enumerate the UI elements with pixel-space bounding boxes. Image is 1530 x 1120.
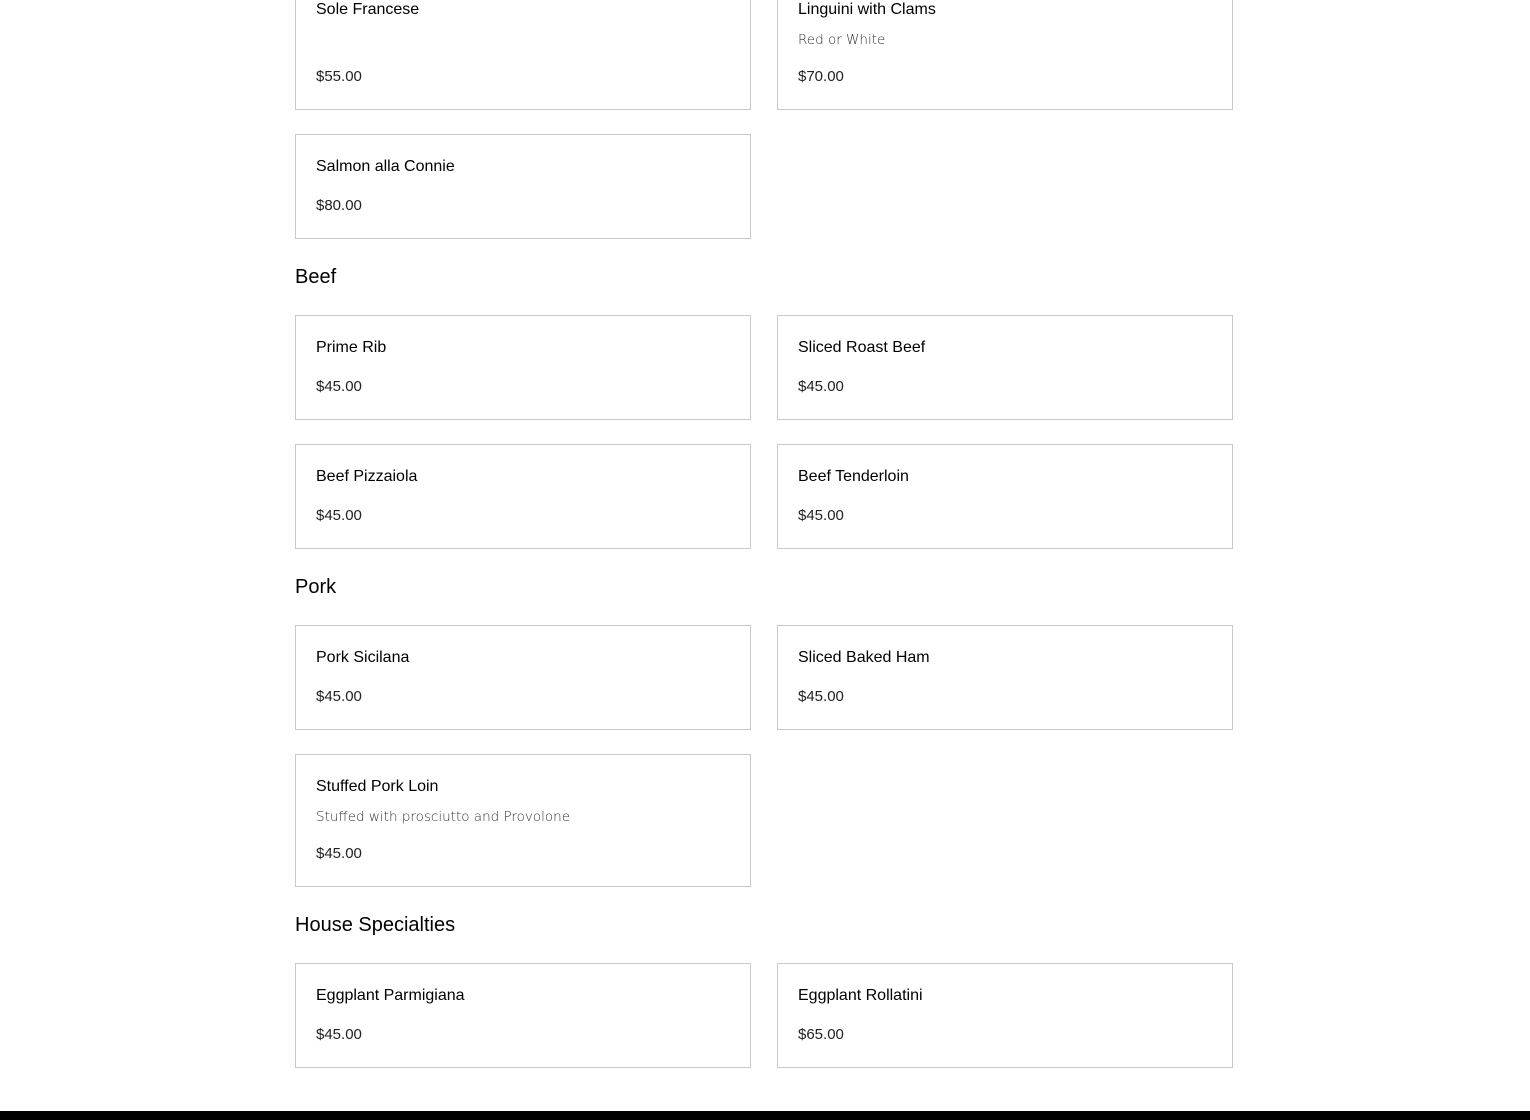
section-title-beef: Beef [295, 266, 337, 288]
menu-item-card[interactable] [295, 444, 751, 549]
menu-item-card[interactable] [295, 754, 751, 887]
menu-item-name: Stuffed Pork Loin [316, 778, 439, 795]
menu-item-price: $45.00 [316, 688, 362, 705]
menu-item-name: Sliced Baked Ham [798, 649, 930, 666]
menu-item-name: Linguini with Clams [798, 1, 936, 18]
menu-item-card[interactable] [777, 963, 1233, 1068]
menu-item-name: Salmon alla Connie [316, 158, 455, 175]
footer-bar [0, 1111, 1530, 1120]
menu-item-card[interactable] [295, 625, 751, 730]
menu-item-card[interactable] [777, 315, 1233, 420]
menu-item-price: $45.00 [316, 845, 362, 862]
menu-item-card[interactable] [295, 134, 751, 239]
menu-item-name: Eggplant Rollatini [798, 987, 923, 1004]
menu-item-name: Sole Francese [316, 1, 420, 18]
menu-item-card[interactable] [777, 444, 1233, 549]
menu-item-name: Sliced Roast Beef [798, 339, 926, 356]
menu-item-description: Stuffed with prosciutto and Provolone [316, 809, 571, 825]
section-title-pork: Pork [295, 576, 337, 598]
menu-item-price: $45.00 [798, 688, 844, 705]
menu-item-name: Eggplant Parmigiana [316, 987, 465, 1004]
menu-item-price: $45.00 [798, 507, 844, 524]
section-title-house-specialties: House Specialties [295, 914, 456, 936]
menu-item-card[interactable] [295, 315, 751, 420]
menu-item-price: $45.00 [316, 378, 362, 395]
menu-item-description: Red or White [798, 32, 886, 48]
menu-item-card[interactable] [295, 963, 751, 1068]
menu-item-card[interactable] [295, 0, 751, 110]
menu-item-price: $45.00 [798, 378, 844, 395]
menu-item-price: $45.00 [316, 507, 362, 524]
menu-item-price: $65.00 [798, 1026, 844, 1043]
menu-item-name: Pork Sicilana [316, 649, 410, 666]
menu-item-name: Beef Tenderloin [798, 468, 909, 485]
menu-item-name: Prime Rib [316, 339, 387, 356]
menu-item-price: $80.00 [316, 197, 362, 214]
menu-item-name: Beef Pizzaiola [316, 468, 418, 485]
menu-item-price: $45.00 [316, 1026, 362, 1043]
menu-item-price: $70.00 [798, 68, 844, 85]
menu-item-card[interactable] [777, 0, 1233, 110]
menu-item-card[interactable] [777, 625, 1233, 730]
menu-item-price: $55.00 [316, 68, 362, 85]
